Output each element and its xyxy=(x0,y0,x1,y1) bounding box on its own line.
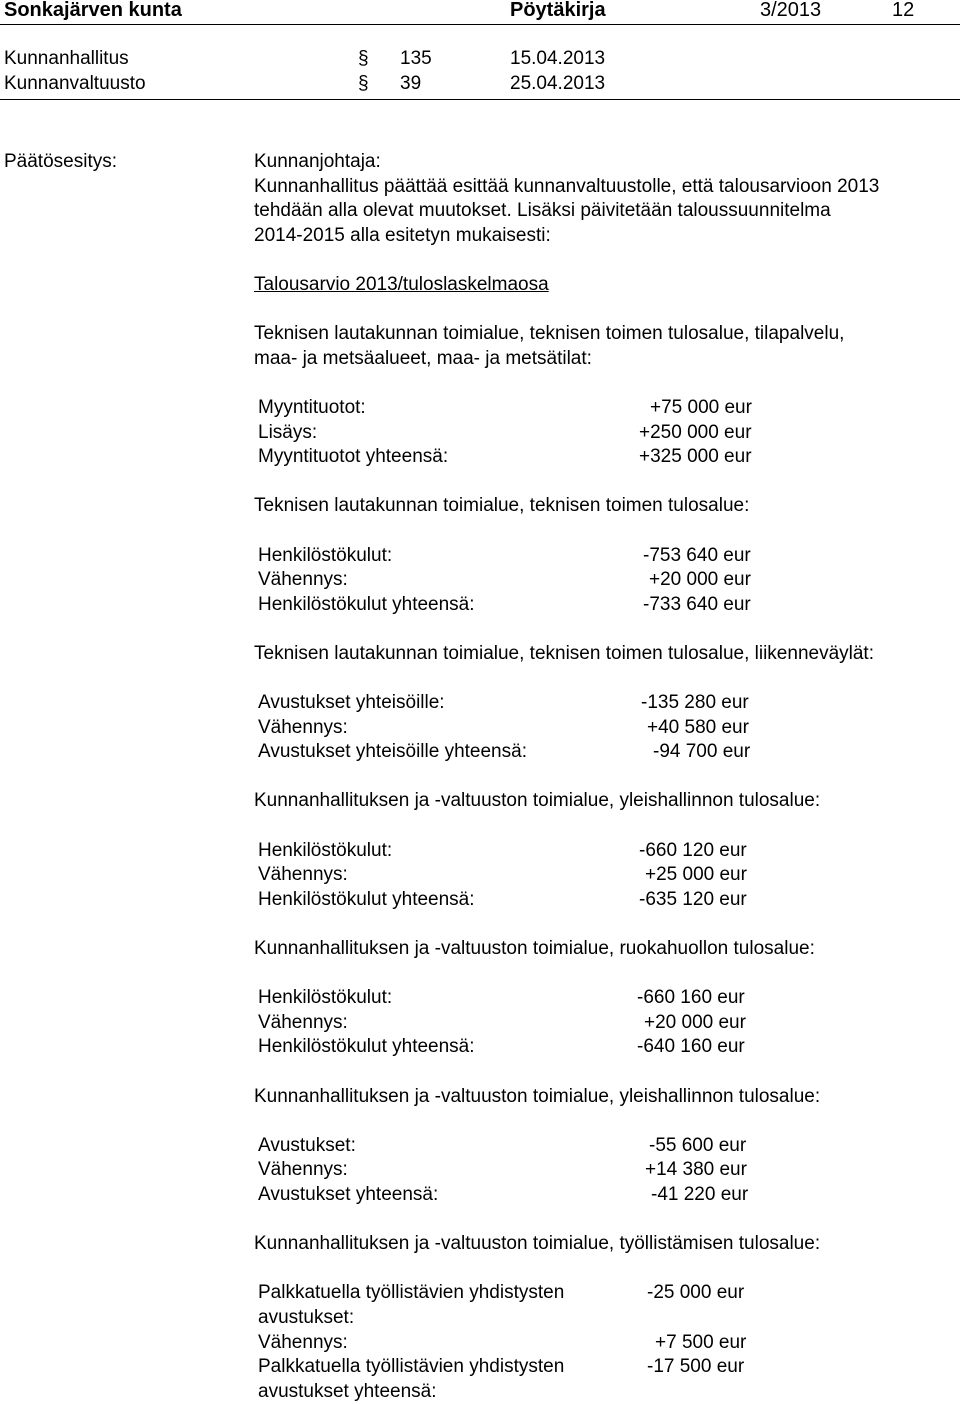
document-header xyxy=(0,0,960,25)
section-heading: Kunnanhallituksen ja -valtuuston toimialue, yleishallinnon tulosalue: xyxy=(254,1085,821,1107)
amount-row xyxy=(258,716,954,741)
budget-heading: Talousarvio 2013/tuloslaskelmaosa xyxy=(254,273,549,295)
amount-value: +20 000 eur xyxy=(649,569,751,591)
amount-value: +325 000 eur xyxy=(639,446,752,468)
amount-label: Vähennys: xyxy=(258,1331,348,1353)
meta-date: 15.04.2013 xyxy=(510,48,606,69)
meta-row xyxy=(0,47,960,72)
amount-row xyxy=(258,1355,954,1404)
amount-row xyxy=(258,839,954,864)
amount-row xyxy=(258,888,954,913)
proposal-text-line: 2014-2015 alla esitetyn mukaisesti: xyxy=(254,224,551,246)
meta-row xyxy=(0,72,960,97)
meta-date: 25.04.2013 xyxy=(510,72,606,94)
meta-body: Kunnanvaltuusto xyxy=(4,72,146,94)
amount-value: -41 220 eur xyxy=(651,1183,749,1205)
amount-value: -640 160 eur xyxy=(637,1036,745,1058)
amount-row xyxy=(258,421,954,446)
section-heading: Kunnanhallituksen ja -valtuuston toimialue, työllistämisen tulosalue: xyxy=(254,1233,821,1255)
amount-label: Vähennys: xyxy=(258,569,348,591)
section-heading: Teknisen lautakunnan toimialue, teknisen toimen tulosalue, tilapalvelu, xyxy=(254,323,845,345)
meeting-meta xyxy=(0,47,960,100)
document-number: 3/2013 xyxy=(760,0,822,21)
amount-value: -135 280 eur xyxy=(641,692,749,714)
amount-label: Henkilöstökulut yhteensä: xyxy=(258,1036,475,1058)
amount-value: -17 500 eur xyxy=(647,1356,745,1378)
amount-table xyxy=(254,1134,954,1208)
meta-paragraph: 39 xyxy=(400,72,422,94)
amount-value: -25 000 eur xyxy=(647,1282,745,1304)
amount-label-line: avustukset: xyxy=(258,1306,355,1328)
amount-label: Lisäys: xyxy=(258,421,318,443)
proposal-text-line: tehdään alla olevat muutokset. Lisäksi päivitetään taloussuunnitelma xyxy=(254,200,831,222)
section-symbol-icon: § xyxy=(358,48,369,69)
amount-label: Myyntituotot yhteensä: xyxy=(258,446,449,468)
amount-label: Vähennys: xyxy=(258,864,348,886)
amount-value: +20 000 eur xyxy=(644,1011,746,1033)
amount-label: Vähennys: xyxy=(258,716,348,738)
amount-value: -55 600 eur xyxy=(649,1134,747,1156)
amount-row xyxy=(258,1331,954,1356)
amount-row xyxy=(258,740,954,765)
amount-label-line: Palkkatuella työllistävien yhdistysten xyxy=(258,1282,565,1304)
amount-label xyxy=(258,1355,618,1404)
section-heading: maa- ja metsäalueet, maa- ja metsätilat: xyxy=(254,347,592,369)
amount-table xyxy=(254,691,954,765)
amount-value: +40 580 eur xyxy=(647,716,749,738)
amount-table xyxy=(254,839,954,913)
proposer: Kunnanjohtaja: xyxy=(254,151,381,172)
amount-value: +14 380 eur xyxy=(645,1159,747,1181)
amount-row xyxy=(258,396,954,421)
amount-label: Henkilöstökulut: xyxy=(258,987,393,1009)
amount-row xyxy=(258,986,954,1011)
amount-value: -94 700 eur xyxy=(653,741,751,763)
amount-table xyxy=(254,396,954,470)
meta-paragraph: 135 xyxy=(400,48,432,69)
amount-value: +75 000 eur xyxy=(650,396,752,418)
amount-table xyxy=(254,1281,954,1404)
amount-row xyxy=(258,1011,954,1036)
proposal-label: Päätösesitys: xyxy=(4,151,117,172)
amount-row xyxy=(258,1183,954,1208)
amount-value: -660 120 eur xyxy=(639,839,747,861)
amount-label: Avustukset: xyxy=(258,1134,356,1156)
amount-row xyxy=(258,593,954,618)
amount-label: Henkilöstökulut: xyxy=(258,544,393,566)
amount-label xyxy=(258,1281,618,1330)
amount-label: Avustukset yhteisöille: xyxy=(258,692,445,714)
section-heading: Kunnanhallituksen ja -valtuuston toimialue, yleishallinnon tulosalue: xyxy=(254,790,821,812)
amount-row xyxy=(258,1134,954,1159)
proposal-content xyxy=(254,150,954,1404)
section-heading: Teknisen lautakunnan toimialue, teknisen toimen tulosalue, liikenneväylät: xyxy=(254,642,874,664)
amount-row xyxy=(258,544,954,569)
amount-table xyxy=(254,986,954,1060)
amount-row xyxy=(258,568,954,593)
section-heading: Teknisen lautakunnan toimialue, teknisen toimen tulosalue: xyxy=(254,495,750,517)
amount-row xyxy=(258,1281,954,1330)
proposal-text-line: Kunnanhallitus päättää esittää kunnanvaltuustolle, että talousarvioon 2013 xyxy=(254,175,880,197)
amount-label: Myyntituotot: xyxy=(258,396,366,418)
amount-value: -733 640 eur xyxy=(643,593,751,615)
amount-label: Avustukset yhteensä: xyxy=(258,1183,439,1205)
amount-row xyxy=(258,863,954,888)
meta-body: Kunnanhallitus xyxy=(4,48,129,69)
amount-label-line: avustukset yhteensä: xyxy=(258,1380,437,1402)
section-symbol-icon: § xyxy=(358,72,369,94)
page-number: 12 xyxy=(892,0,915,21)
amount-row xyxy=(258,445,954,470)
amount-label: Avustukset yhteisöille yhteensä: xyxy=(258,741,527,763)
amount-label-line: Palkkatuella työllistävien yhdistysten xyxy=(258,1356,565,1378)
amount-value: -660 160 eur xyxy=(637,987,745,1009)
amount-value: +25 000 eur xyxy=(645,864,747,886)
amount-value: -635 120 eur xyxy=(639,888,747,910)
amount-row xyxy=(258,691,954,716)
amount-label: Vähennys: xyxy=(258,1011,348,1033)
amount-row xyxy=(258,1035,954,1060)
amount-row xyxy=(258,1158,954,1183)
amount-value: +7 500 eur xyxy=(655,1331,747,1353)
section-heading: Kunnanhallituksen ja -valtuuston toimialue, ruokahuollon tulosalue: xyxy=(254,938,815,959)
amount-label: Vähennys: xyxy=(258,1159,348,1181)
amount-label: Henkilöstökulut yhteensä: xyxy=(258,593,475,615)
amount-value: -753 640 eur xyxy=(643,544,751,566)
organization-name: Sonkajärven kunta xyxy=(4,0,182,21)
document-type: Pöytäkirja xyxy=(510,0,606,21)
amount-table xyxy=(254,544,954,618)
amount-label: Henkilöstökulut: xyxy=(258,839,393,861)
amount-label: Henkilöstökulut yhteensä: xyxy=(258,888,475,910)
amount-value: +250 000 eur xyxy=(639,421,752,443)
